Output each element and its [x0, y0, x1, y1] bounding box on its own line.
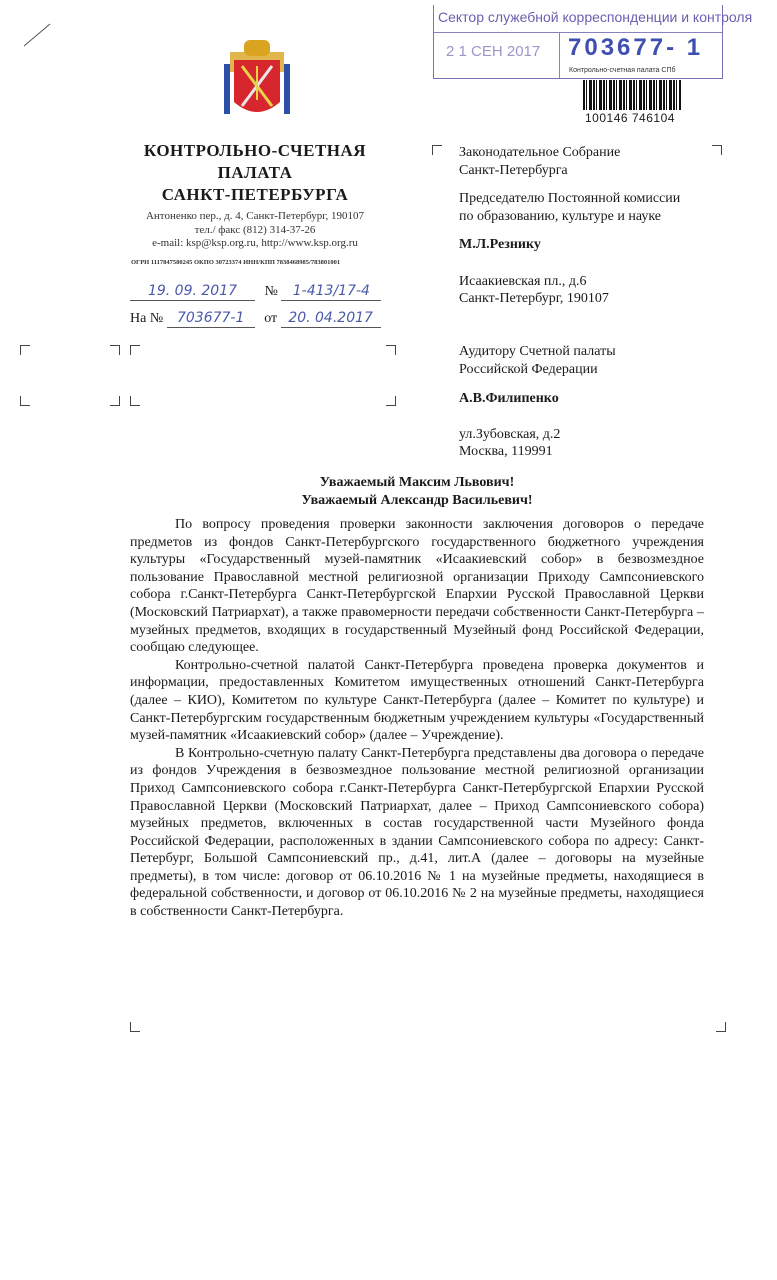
greeting	[130, 474, 704, 509]
outgoing-date: 19. 09. 2017	[130, 282, 255, 301]
barcode	[583, 80, 681, 110]
greeting-line: Уважаемый Максим Львович!	[319, 475, 515, 490]
reply-line	[130, 309, 381, 328]
org-line: ПАЛАТА	[217, 163, 293, 182]
coat-of-arms-logo	[220, 36, 294, 124]
recipient-2	[459, 343, 616, 461]
reply-label: На №	[130, 311, 164, 326]
reply-date: 20. 04.2017	[281, 309, 381, 328]
recipient-role: Аудитору Счетной палаты	[459, 344, 616, 359]
stamp-org: Контрольно-счетная палата СПб	[569, 67, 676, 74]
recipient-address: Санкт-Петербург, 190107	[459, 291, 609, 306]
pen-mark	[22, 22, 52, 48]
recipient-name: М.Л.Резнику	[459, 237, 541, 252]
no-label: №	[264, 284, 278, 299]
recipient-org: Санкт-Петербурга	[459, 162, 568, 178]
from-label: от	[264, 311, 278, 326]
paragraph: В Контрольно-счетную палату Санкт-Петербурга представлены два договора о передаче из фондов Учреждения в безвозмездное пользование местной религиозной организации Приход Сампсониевского собора г.Санкт-Петербурга Санкт-Петербургской Епархии Русской Православной Церкви (Московский Патриархат, далее – Приход Сампсониевского собора) музейных предметов, включенных в состав государственной части Музейного фонда Российской Федерации, расположенных в здании Сампсониевского собора по адресу: Санкт-Петербург, Большой Сампсониевский пр., д.41, лит.А (далее – договоры на музейные предметы), в том числе: договор от 06.10.2016 № 1 на музейные предметы, находящиеся в федеральной собственности, и договор от 06.10.2016 № 2 на музейные предметы, находящиеся в собственности Санкт-Петербурга.	[130, 745, 704, 920]
stamp-date: 2 1 СЕН 2017	[446, 43, 541, 60]
organization-name	[130, 140, 380, 206]
org-phone: тел./ факс (812) 314-37-26	[194, 223, 316, 236]
outgoing-number: 1-413/17-4	[281, 282, 381, 301]
letter-body	[130, 516, 704, 921]
stamp-title: Сектор служебной корреспонденции и контроля	[438, 9, 753, 25]
recipient-1	[459, 144, 680, 308]
recipient-address: Москва, 119991	[459, 444, 553, 459]
recipient-role: по образованию, культуре и науке	[459, 208, 661, 224]
barcode-number: 100146 746104	[585, 111, 675, 125]
recipient-address: Исаакиевская пл., д.6	[459, 273, 587, 289]
recipient-role: Председателю Постоянной комиссии	[459, 191, 681, 206]
registration-stamp	[433, 5, 753, 79]
org-line: КОНТРОЛЬНО-СЧЕТНАЯ	[143, 141, 367, 160]
outgoing-number-line	[130, 282, 381, 301]
recipient-address: ул.Зубовская, д.2	[459, 426, 561, 442]
org-email: e-mail: ksp@ksp.org.ru, http://www.ksp.org.ru	[152, 237, 358, 249]
recipient-role: Российской Федерации	[459, 361, 598, 377]
recipient-name: А.В.Филипенко	[459, 391, 559, 406]
paragraph: Контрольно-счетной палатой Санкт-Петербурга проведена проверка документов и информации, предоставленных Комитетом имущественных отношений Санкт-Петербурга (далее – КИО), Комитетом по культуре Санкт-Петербурга (далее – Комитет по культуре) и Санкт-Петербургским государственным бюджетным учреждением культуры «Государственный музей-памятник «Исаакиевский собор» (далее – Учреждение).	[130, 657, 704, 744]
org-line: САНКТ-ПЕТЕРБУРГА	[161, 185, 349, 204]
org-address: Антоненко пер., д. 4, Санкт-Петербург, 190107	[145, 210, 365, 222]
stamp-number: 703677- 1	[568, 34, 704, 61]
recipient-org: Законодательное Собрание	[459, 145, 621, 160]
reply-number: 703677-1	[167, 309, 255, 328]
org-contacts	[130, 210, 380, 251]
greeting-line: Уважаемый Александр Васильевич!	[301, 492, 533, 508]
paragraph: По вопросу проведения проверки законности заключения договоров о передаче предметов из фондов Санкт-Петербургского государственного бюджетного учреждения культуры «Государственный музей-памятник «Исаакиевский собор» в безвозмездное пользование Православной местной религиозной организации Приходу Сампсониевского собора г.Санкт-Петербурга Санкт-Петербургской Епархии Русской Православной Церкви (Московский Патриархат), а также правомерности передачи собственности Санкт-Петербурга – музейных предметов, входящих в государственный Музейный фонд Российской Федерации, сообщаю следующее.	[130, 517, 704, 656]
org-registration: ОГРН 1117847580245 ОКПО 30723374 ИНН/КПП 7838468985/783801001	[131, 259, 341, 266]
